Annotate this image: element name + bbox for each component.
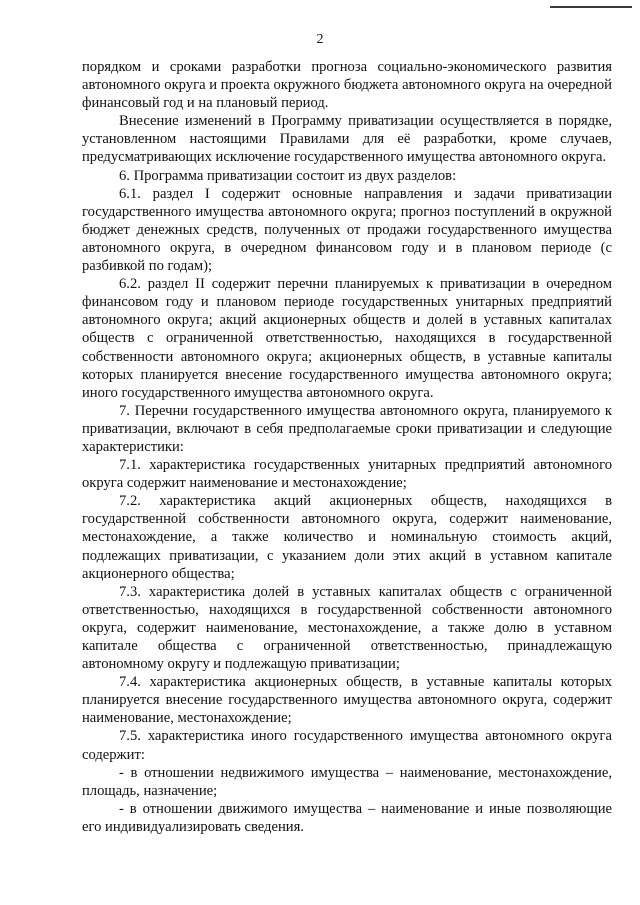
paragraph: 7.3. характеристика долей в уставных капиталах обществ с ограниченной ответственностью, находящихся в государственной собственности автономного округа, содержит наименование, местонахождение, а также долю в уставном капитале общества с ограниченной ответственностью, принадлежащую автономному округу и подлежащую приватизации; bbox=[82, 583, 612, 673]
paragraph: 7.1. характеристика государственных унитарных предприятий автономного округа содержит наименование и местонахождение; bbox=[82, 457, 612, 492]
scan-edge-mark bbox=[550, 6, 632, 8]
paragraph: 7. Перечни государственного имущества автономного округа, планируемого к приватизации, включают в себя предполагаемые сроки приватизации и следующие характеристики: bbox=[82, 402, 612, 455]
paragraph: - в отношении недвижимого имущества – наименование, местонахождение, площадь, назначение; bbox=[82, 764, 612, 799]
document-body bbox=[82, 58, 612, 836]
paragraph: порядком и сроками разработки прогноза социально-экономического развития автономного округа и проекта окружного бюджета автономного округа на очередной финансовый год и на плановый период. bbox=[82, 59, 612, 112]
paragraph: Внесение изменений в Программу приватизации осуществляется в порядке, установленном настоящими Правилами для её разработки, кроме случаев, предусматривающих исключение государственного имущества автономного округа. bbox=[82, 113, 612, 166]
paragraph: 6. Программа приватизации состоит из двух разделов: bbox=[119, 167, 457, 184]
paragraph: 7.2. характеристика акций акционерных обществ, находящихся в государственной собственности автономного округа, содержит наименование, местонахождение, а также количество и номинальную стоимость акций, подлежащих приватизации, с указанием доли этих акций в уставном капитале акционерного общества; bbox=[82, 493, 612, 582]
page-number: 2 bbox=[316, 32, 324, 47]
paragraph: 7.5. характеристика иного государственного имущества автономного округа содержит: bbox=[82, 728, 612, 763]
paragraph: 6.1. раздел I содержит основные направления и задачи приватизации государственного имущества автономного округа; прогноз поступлений в окружной бюджет денежных средств, полученных от продажи государственного имущества автономного округа, в очередном финансовом году и в плановом периоде (с разбивкой по годам); bbox=[82, 185, 612, 275]
paragraph: 6.2. раздел II содержит перечни планируемых к приватизации в очередном финансовом году и плановом периоде государственных унитарных предприятий автономного округа; акций акционерных обществ и долей в уставных капиталах обществ с ограниченной ответственностью, находящихся в государственной собственности автономного округа; акционерных обществ, в уставные капиталы которых планируется внесение государственного имущества автономного округа; иного государственного имущества автономного округа. bbox=[82, 276, 612, 401]
paragraph: - в отношении движимого имущества – наименование и иные позволяющие его индивидуализировать сведения. bbox=[82, 800, 612, 835]
paragraph: 7.4. характеристика акционерных обществ, в уставные капиталы которых планируется внесение государственного имущества автономного округа, содержит наименование, местонахождение; bbox=[82, 674, 612, 727]
